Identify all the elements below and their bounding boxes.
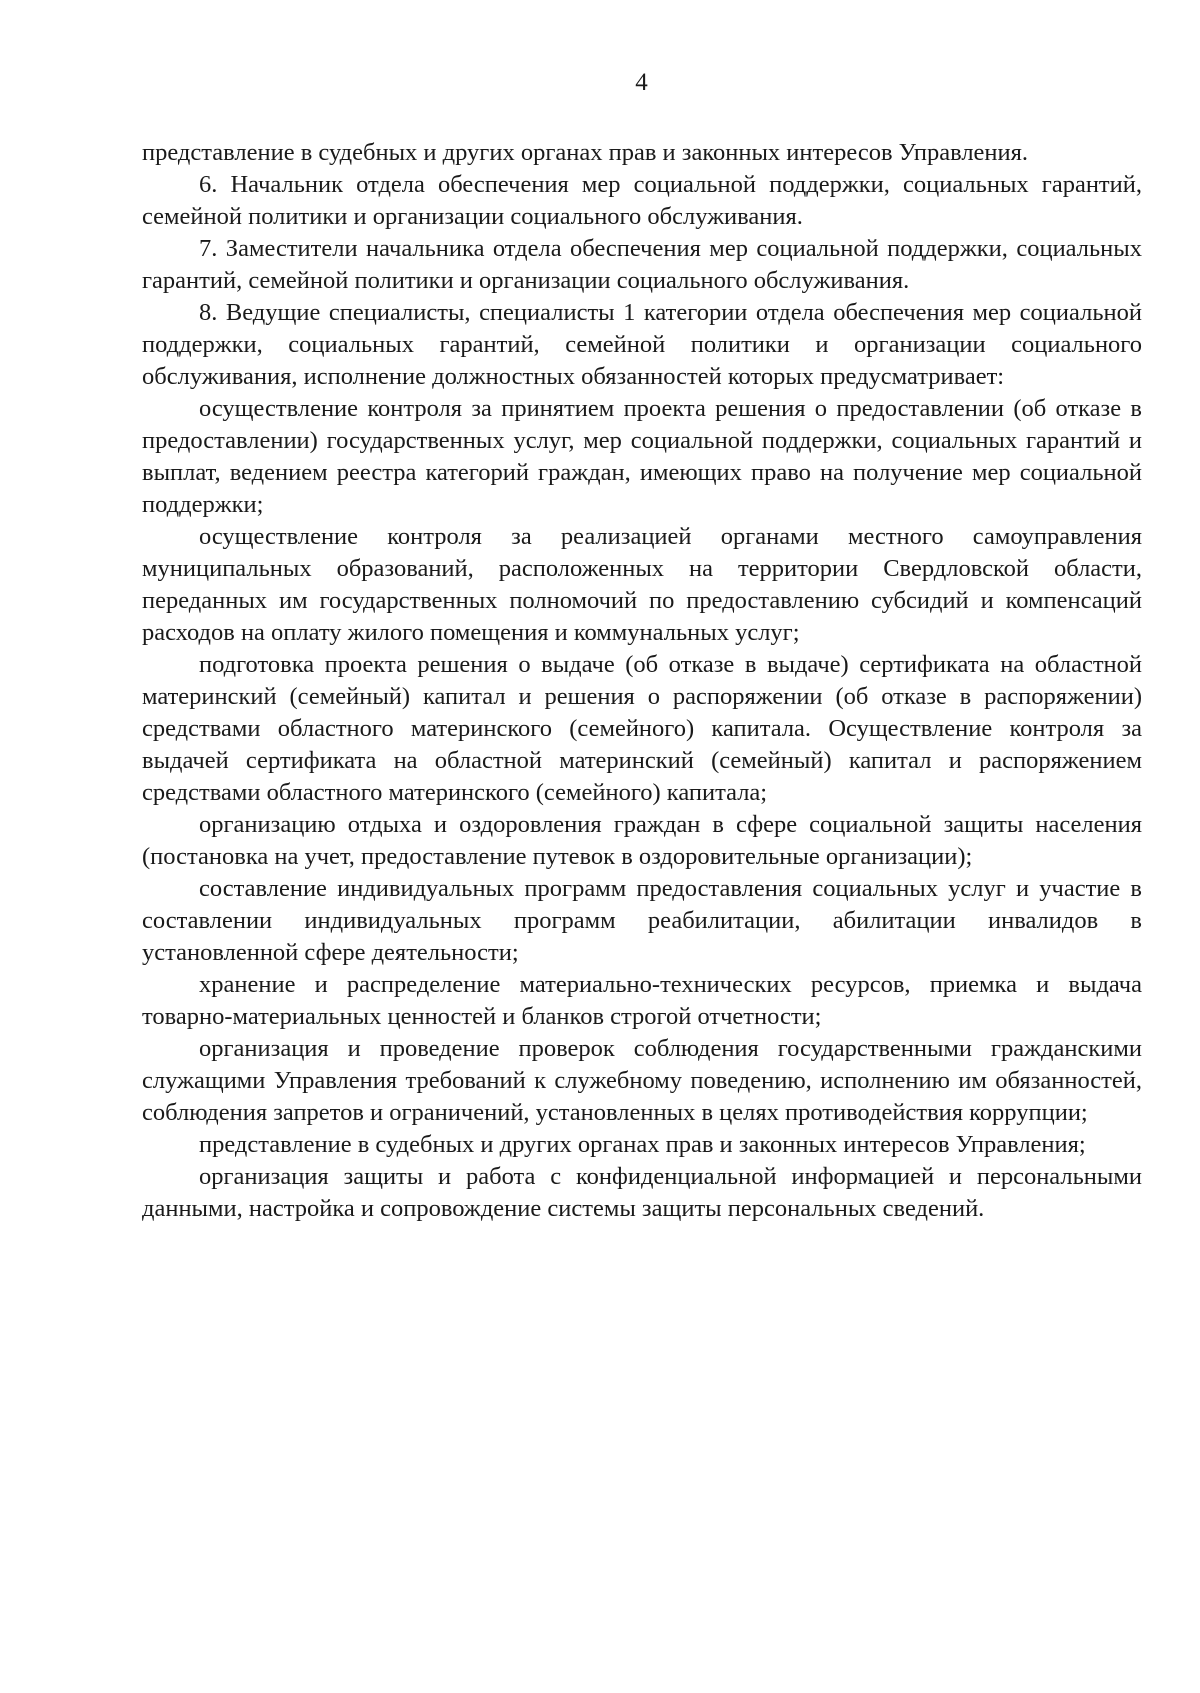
paragraph-item-6: 6. Начальник отдела обеспечения мер социальной поддержки, социальных гарантий, семейной политики и организации социального обслуживания. [142,171,1142,230]
paragraph-item-7: 7. Заместители начальника отдела обеспечения мер социальной поддержки, социальных гарантий, семейной политики и организации социального обслуживания. [142,235,1142,294]
page-number: 4 [635,69,648,96]
paragraph-duty-inspections: организация и проведение проверок соблюдения государственными гражданскими служащими Управления требований к служебному поведению, исполнению им обязанностей, соблюдения запретов и ограничений, установленных в целях противодействия коррупции; [142,1035,1142,1126]
paragraph-duty-storage: хранение и распределение материально-технических ресурсов, приемка и выдача товарно-материальных ценностей и бланков строгой отчетности; [142,971,1142,1030]
paragraph-duty-data-protection: организация защиты и работа с конфиденциальной информацией и персональными данными, настройка и сопровождение системы защиты персональных сведений. [142,1163,1142,1222]
paragraph-duty-maternity-capital: подготовка проекта решения о выдаче (об отказе в выдаче) сертификата на областной материнский (семейный) капитал и решения о распоряжении (об отказе в распоряжении) средствами областного материнского (семейного) капитала. Осуществление контроля за выдачей сертификата на областной материнский (семейный) капитал и распоряжением средствами областного материнского (семейного) капитала; [142,651,1142,806]
paragraph-duty-control-decisions: осуществление контроля за принятием проекта решения о предоставлении (об отказе в предоставлении) государственных услуг, мер социальной поддержки, социальных гарантий и выплат, ведением реестра категорий граждан, имеющих право на получение мер социальной поддержки; [142,395,1142,518]
paragraph-duty-recreation: организацию отдыха и оздоровления граждан в сфере социальной защиты населения (постановка на учет, предоставление путевок в оздоровительные организации); [142,811,1142,870]
paragraph-item-8: 8. Ведущие специалисты, специалисты 1 категории отдела обеспечения мер социальной поддержки, социальных гарантий, семейной политики и организации социального обслуживания, исполнение должностных обязанностей которых предусматривает: [142,299,1142,390]
paragraph-duty-control-municipal: осуществление контроля за реализацией органами местного самоуправления муниципальных образований, расположенных на территории Свердловской области, переданных им государственных полномочий по предоставлению субсидий и компенсаций расходов на оплату жилого помещения и коммунальных услуг; [142,523,1142,646]
paragraph-duty-representation: представление в судебных и других органах прав и законных интересов Управления; [199,1131,1086,1158]
paragraph-duty-individual-programs: составление индивидуальных программ предоставления социальных услуг и участие в составлении индивидуальных программ реабилитации, абилитации инвалидов в установленной сфере деятельности; [142,875,1142,966]
document-body [142,137,1142,1225]
paragraph-continuation: представление в судебных и других органах прав и законных интересов Управления. [142,139,1029,166]
